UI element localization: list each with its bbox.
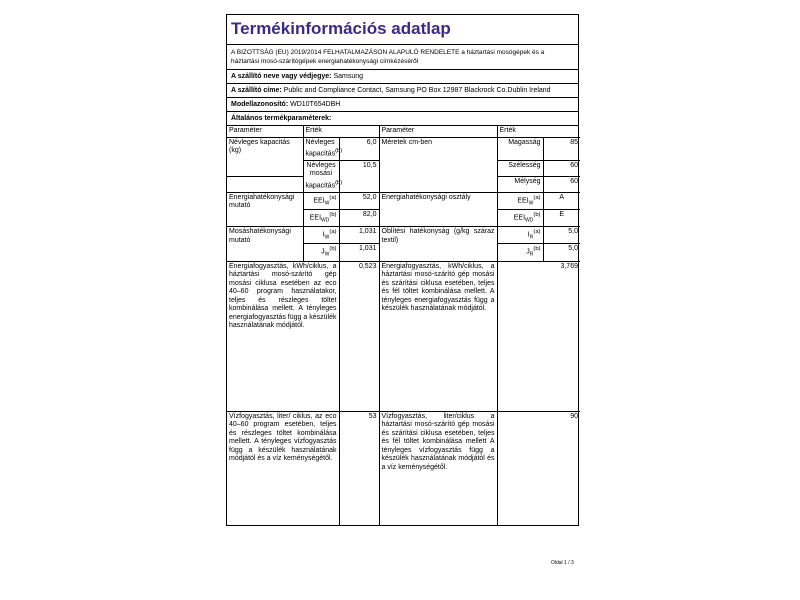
eei-w-symbol: $EEI_W^{(a)}$ xyxy=(303,192,339,209)
page-title: Termékinformációs adatlap xyxy=(227,15,578,45)
general-params-row xyxy=(227,112,578,126)
jw-value: 1,031 xyxy=(339,244,379,261)
page-number: Oldal 1 / 3 xyxy=(551,560,574,566)
header-param: Paraméter xyxy=(227,126,303,137)
regulation-text: A BIZOTTSÁG (EU) 2019/2014 FELHATALMAZÁSON ALAPULÓ RENDELETE a háztartási mosógépek és a háztartási mosó-szárítógépek energiahatékonysági címkézéséről xyxy=(227,45,578,70)
eei-wd-value: 82,0 xyxy=(339,209,379,226)
model-value: WD10T654DBH xyxy=(290,101,341,108)
capacity-label: Névleges kapacitás (kg) xyxy=(227,137,303,176)
energy-consumption-dry-value: 3,769 xyxy=(497,261,580,411)
model-label: Modellazonosító: xyxy=(231,101,289,108)
capacity-row-1 xyxy=(227,137,580,160)
jr-value: 5,0 xyxy=(543,244,580,261)
class-w-symbol: $EEI_W^{(a)}$ xyxy=(497,192,543,209)
class-w-value: A xyxy=(543,192,580,209)
parameters-table xyxy=(227,126,580,525)
height-label: Magasság xyxy=(497,137,543,160)
class-wd-symbol: $EEI_{WD}^{(b)}$ xyxy=(497,209,543,226)
water-consumption-dry-value: 90 xyxy=(497,411,580,525)
washing-label: Mosáshatékonysági mutató xyxy=(227,227,303,261)
dry-capacity-value: 10,5 xyxy=(339,160,379,192)
wash-capacity-label: Névleges kapacitás$^{(b)}$ xyxy=(303,137,339,160)
energy-consumption-wash-value: 0,523 xyxy=(339,261,379,411)
water-consumption-wash-value: 53 xyxy=(339,411,379,525)
general-params-label: Általános termékparaméterek: xyxy=(231,115,332,122)
dimensions-label: Méretek cm-ben xyxy=(379,137,497,192)
eei-label: Energiahatékonysági mutató xyxy=(227,192,303,226)
width-value: 60 xyxy=(543,160,580,176)
iw-value: 1,031 xyxy=(339,227,379,244)
rinsing-label: Öblítési hatékonyság (g/kg száraz textil) xyxy=(379,227,497,261)
energy-consumption-dry-label: Energiafogyasztás, kWh/ciklus, a háztartási mosó-szárító gép mosási és szárítási ciklusa esetében, teljes és fél töltet kombinálása mellett. A tényleges energiafogyasztás függ a készülék használatának módjától. xyxy=(379,261,497,411)
address-row xyxy=(227,84,578,98)
address-value: Public and Compliance Contact, Samsung PO Box 12987 Blackrock Co.Dublin Ireland xyxy=(283,87,551,94)
width-label: Szélesség xyxy=(497,160,543,176)
energy-consumption-row xyxy=(227,261,580,411)
class-wd-value: E xyxy=(543,209,580,226)
supplier-label: A szállító neve vagy védjegye: xyxy=(231,73,332,80)
washing-row-1 xyxy=(227,227,580,244)
eei-w-value: 52,0 xyxy=(339,192,379,209)
model-row xyxy=(227,98,578,112)
wash-capacity-value: 6,0 xyxy=(339,137,379,160)
height-value: 85 xyxy=(543,137,580,160)
product-info-sheet xyxy=(226,14,579,526)
header-param-2: Paraméter xyxy=(379,126,497,137)
dry-capacity-label: Névleges mosási kapacitás$^{(b)}$ xyxy=(303,160,339,192)
header-value-2: Érték xyxy=(497,126,580,137)
supplier-value: Samsung xyxy=(333,73,364,80)
jw-symbol: $J_W^{(b)}$ xyxy=(303,244,339,261)
ir-value: 5,0 xyxy=(543,227,580,244)
eei-row-1 xyxy=(227,192,580,209)
depth-value: 60 xyxy=(543,176,580,192)
jr-symbol: $J_R^{(b)}$ xyxy=(497,244,543,261)
address-label: A szállító címe: xyxy=(231,87,282,94)
water-consumption-dry-label: Vízfogyasztás, liter/ciklus a háztartási mosó-szárító gép mosási és szárítási ciklusa esetében, teljes és fél töltet kombinálása mellett A tényleges vízfogyasztás függ a készülék használatának módjától és a víz keménységétől. xyxy=(379,411,497,525)
energy-class-label: Energiahatékonysági osztály xyxy=(379,192,497,226)
water-consumption-wash-label: Vízfogyasztás, liter/ ciklus, az eco 40–60 program esetében, teljes és részleges töltet kombinálása mellett. A tényleges vízfogyasztás függ a készülék használatának módjától és a víz keménységétől. xyxy=(227,411,339,525)
water-consumption-row xyxy=(227,411,580,525)
supplier-row xyxy=(227,70,578,84)
header-row xyxy=(227,126,580,137)
ir-symbol: $I_R^{(a)}$ xyxy=(497,227,543,244)
energy-consumption-wash-label: Energiafogyasztás, kWh/ciklus, a háztartási mosó-szárító gép mosási ciklusa esetében az eco 40–60 program használatakor, teljes és részleges töltet kombinálása mellett. A tényleges energiafogyasztás függ a készülék használatának módjától. xyxy=(227,261,339,411)
eei-wd-symbol: $EEI_{WD}^{(b)}$ xyxy=(303,209,339,226)
iw-symbol: $I_W^{(a)}$ xyxy=(303,227,339,244)
depth-label: Mélység xyxy=(497,176,543,192)
capacity-spacer xyxy=(227,176,303,192)
header-value: Érték xyxy=(303,126,379,137)
